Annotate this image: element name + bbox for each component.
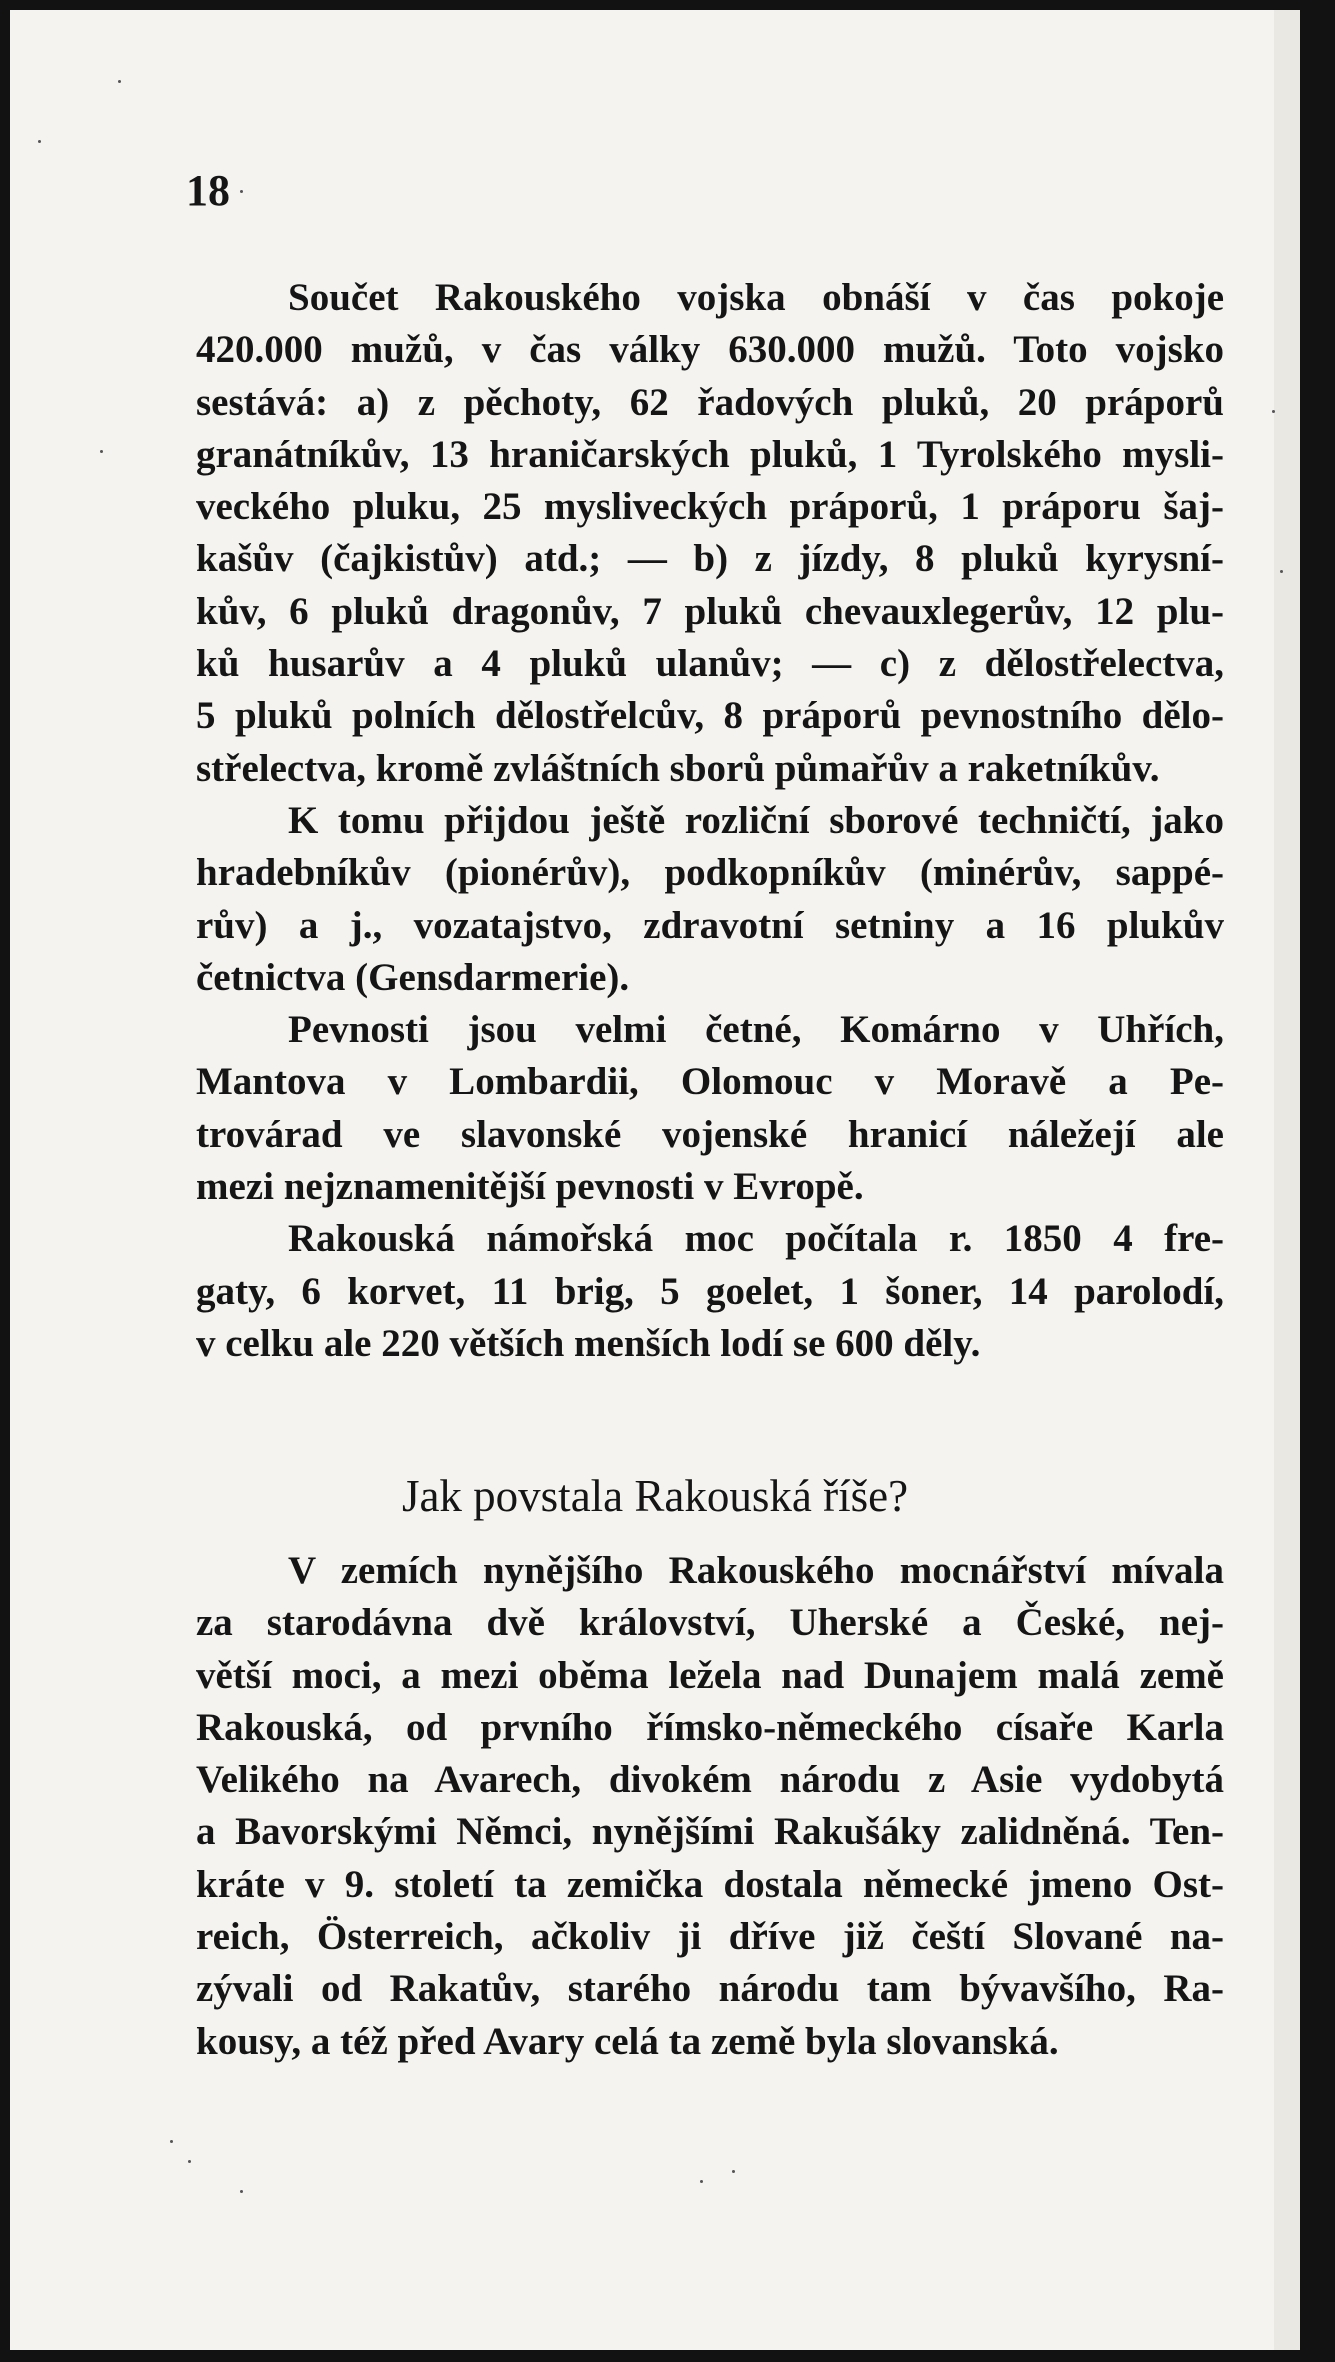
text-line: 5 pluků polních dělostřelcův, 8 práporů pevnostního dělo- [196, 694, 1224, 738]
paragraph-technical-corps [196, 795, 1224, 847]
text-line: hradebníkův (pionérův), podkopníkův (minérův, sappé- [196, 851, 1224, 895]
text-line: 420.000 mužů, v čas války 630.000 mužů. Toto vojsko [196, 328, 1224, 372]
paragraph-army-total [196, 272, 1224, 324]
text-line: za starodávna dvě království, Uherské a České, nej- [196, 1601, 1224, 1645]
text-line: zývali od Rakatův, starého národu tam bývavšího, Ra- [196, 1967, 1224, 2011]
text-line: Rakouská námořská moc počítala r. 1850 4 fre- [288, 1217, 1224, 1261]
text-line: K tomu přijdou ještě rozliční sborové techničtí, jako [288, 798, 1224, 842]
text-line: Rakouská, od prvního římsko-německého císaře Karla [196, 1705, 1224, 1749]
text-line: kův, 6 pluků dragonův, 7 pluků chevauxlegerův, 12 plu- [196, 589, 1224, 633]
text-line: střelectva, kromě zvláštních sborů půmařův a raketníkův. [196, 746, 1160, 790]
paragraph-fortresses [196, 1004, 1224, 1056]
text-line: Velikého na Avarech, divokém národu z Asie vydobytá [196, 1758, 1224, 1802]
text-line: a Bavorskými Němci, nynějšími Rakušáky zalidněná. Ten- [196, 1810, 1224, 1854]
text-line: trovárad ve slavonské vojenské hranicí náležejí ale [196, 1112, 1224, 1156]
text-line: kousy, a též před Avary celá ta země byla slovanská. [196, 2019, 1059, 2063]
text-line: reich, Österreich, ačkoliv ji dříve již čeští Slované na- [196, 1915, 1224, 1959]
text-line: sestává: a) z pěchoty, 62 řadových pluků, 20 práporů [196, 380, 1224, 424]
text-line: četnictva (Gensdarmerie). [196, 955, 630, 999]
text-line: kráte v 9. století ta zemička dostala německé jmeno Ost- [196, 1862, 1224, 1906]
text-line: gaty, 6 korvet, 11 brig, 5 goelet, 1 šoner, 14 parolodí, [196, 1269, 1224, 1313]
text-line: ků husarův a 4 pluků ulanův; — c) z dělostřelectva, [196, 642, 1224, 686]
text-line: rův) a j., vozatajstvo, zdravotní setniny a 16 plukův [196, 903, 1224, 947]
text-line: Pevnosti jsou velmi četné, Komárno v Uhřích, [288, 1008, 1224, 1052]
text-line: Součet Rakouského vojska obnáší v čas pokoje [288, 276, 1224, 319]
text-line: kašův (čajkistův) atd.; — b) z jízdy, 8 pluků kyrysní- [196, 537, 1224, 581]
text-line: v celku ale 220 větších menších lodí se 600 děly. [196, 1321, 981, 1365]
text-line: veckého pluku, 25 mysliveckých práporů, 1 práporu šaj- [196, 485, 1224, 529]
paragraph-origin [196, 1545, 1224, 1597]
text-line: mezi nejznamenitější pevnosti v Evropě. [196, 1165, 864, 1209]
body-text-top [196, 272, 1224, 1370]
book-page [10, 10, 1300, 2350]
text-line: granátníkův, 13 hraničarských pluků, 1 Tyrolského mysli- [196, 432, 1224, 476]
paragraph-navy [196, 1213, 1224, 1265]
text-line: V zemích nynějšího Rakouského mocnářství mívala [288, 1549, 1224, 1592]
text-line: větší moci, a mezi oběma ležela nad Dunajem malá země [196, 1653, 1224, 1697]
page-edge [1274, 10, 1300, 2350]
text-line: Mantova v Lombardii, Olomouc v Moravě a Pe- [196, 1060, 1224, 1104]
body-text-bottom [196, 1545, 1224, 2068]
page-number: 18 [186, 166, 230, 215]
section-heading: Jak povstala Rakouská říše? [401, 1471, 909, 1521]
